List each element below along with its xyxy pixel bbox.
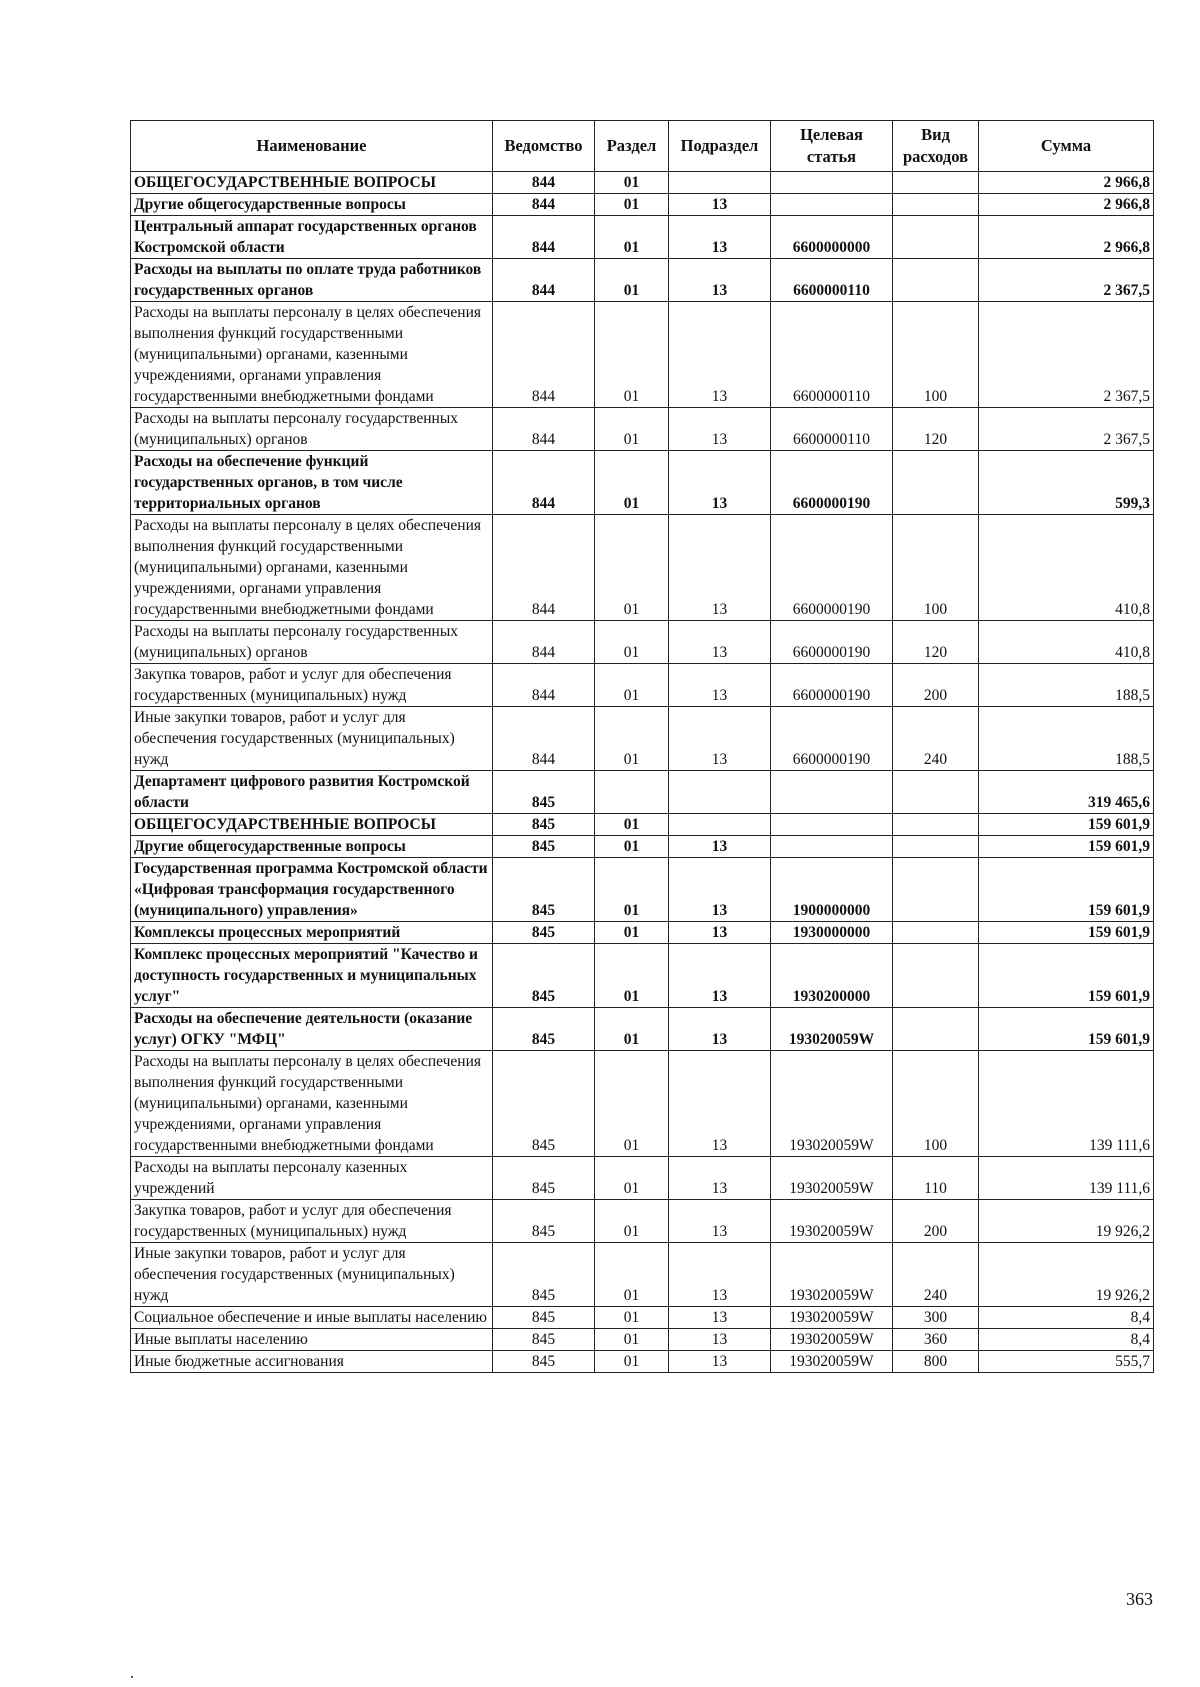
cell-target-article: 6600000190 bbox=[771, 707, 893, 771]
table-row bbox=[131, 922, 1154, 944]
cell-target-article: 193020059W bbox=[771, 1329, 893, 1351]
cell-amount: 555,7 bbox=[979, 1351, 1154, 1373]
table-row bbox=[131, 194, 1154, 216]
cell-target-article: 193020059W bbox=[771, 1200, 893, 1243]
cell-target-article: 1930200000 bbox=[771, 944, 893, 1008]
cell-department: 844 bbox=[493, 707, 595, 771]
scan-speck bbox=[131, 1676, 133, 1678]
header-name: Наименование bbox=[131, 121, 493, 172]
cell-subsection: 13 bbox=[669, 836, 771, 858]
cell-name: Расходы на выплаты персоналу в целях обеспечения выполнения функций государственными (муниципальными) органами, казенными учреждениями, органами управления государственными внебюджетными фондами bbox=[131, 515, 493, 621]
cell-target-article bbox=[771, 771, 893, 814]
cell-subsection: 13 bbox=[669, 1243, 771, 1307]
cell-department: 845 bbox=[493, 771, 595, 814]
cell-name: ОБЩЕГОСУДАРСТВЕННЫЕ ВОПРОСЫ bbox=[131, 172, 493, 194]
cell-target-article: 6600000190 bbox=[771, 515, 893, 621]
cell-subsection: 13 bbox=[669, 194, 771, 216]
cell-name: ОБЩЕГОСУДАРСТВЕННЫЕ ВОПРОСЫ bbox=[131, 814, 493, 836]
cell-expense-type: 120 bbox=[893, 621, 979, 664]
table-row bbox=[131, 1307, 1154, 1329]
cell-expense-type: 300 bbox=[893, 1307, 979, 1329]
cell-subsection: 13 bbox=[669, 858, 771, 922]
table-row bbox=[131, 259, 1154, 302]
cell-department: 845 bbox=[493, 1157, 595, 1200]
cell-amount: 2 367,5 bbox=[979, 302, 1154, 408]
cell-expense-type: 100 bbox=[893, 515, 979, 621]
cell-subsection: 13 bbox=[669, 302, 771, 408]
cell-target-article: 6600000190 bbox=[771, 451, 893, 515]
table-row bbox=[131, 1351, 1154, 1373]
cell-target-article: 193020059W bbox=[771, 1157, 893, 1200]
cell-subsection bbox=[669, 172, 771, 194]
cell-amount: 139 111,6 bbox=[979, 1051, 1154, 1157]
cell-department: 844 bbox=[493, 664, 595, 707]
cell-amount: 159 601,9 bbox=[979, 814, 1154, 836]
budget-table bbox=[130, 120, 1154, 1373]
cell-amount: 8,4 bbox=[979, 1329, 1154, 1351]
cell-subsection: 13 bbox=[669, 515, 771, 621]
cell-name: Расходы на обеспечение функций государственных органов, в том числе территориальных органов bbox=[131, 451, 493, 515]
header-section: Раздел bbox=[595, 121, 669, 172]
cell-name: Расходы на выплаты персоналу государственных (муниципальных) органов bbox=[131, 621, 493, 664]
cell-subsection: 13 bbox=[669, 1307, 771, 1329]
cell-subsection bbox=[669, 771, 771, 814]
cell-subsection: 13 bbox=[669, 922, 771, 944]
cell-department: 844 bbox=[493, 451, 595, 515]
cell-section: 01 bbox=[595, 922, 669, 944]
cell-target-article bbox=[771, 172, 893, 194]
table-row bbox=[131, 621, 1154, 664]
table-row bbox=[131, 1200, 1154, 1243]
cell-section: 01 bbox=[595, 814, 669, 836]
cell-amount: 2 966,8 bbox=[979, 194, 1154, 216]
cell-subsection: 13 bbox=[669, 1200, 771, 1243]
cell-department: 844 bbox=[493, 302, 595, 408]
cell-department: 845 bbox=[493, 922, 595, 944]
cell-target-article bbox=[771, 194, 893, 216]
cell-target-article: 193020059W bbox=[771, 1351, 893, 1373]
cell-amount: 319 465,6 bbox=[979, 771, 1154, 814]
cell-section: 01 bbox=[595, 1051, 669, 1157]
cell-expense-type bbox=[893, 172, 979, 194]
table-row bbox=[131, 944, 1154, 1008]
cell-expense-type bbox=[893, 922, 979, 944]
cell-amount: 2 367,5 bbox=[979, 259, 1154, 302]
cell-section: 01 bbox=[595, 1351, 669, 1373]
cell-section: 01 bbox=[595, 194, 669, 216]
cell-department: 844 bbox=[493, 621, 595, 664]
cell-expense-type bbox=[893, 858, 979, 922]
cell-expense-type: 110 bbox=[893, 1157, 979, 1200]
cell-subsection bbox=[669, 814, 771, 836]
cell-amount: 139 111,6 bbox=[979, 1157, 1154, 1200]
table-row bbox=[131, 1329, 1154, 1351]
cell-section: 01 bbox=[595, 1200, 669, 1243]
table-row bbox=[131, 408, 1154, 451]
cell-name: Закупка товаров, работ и услуг для обеспечения государственных (муниципальных) нужд bbox=[131, 664, 493, 707]
cell-section: 01 bbox=[595, 944, 669, 1008]
table-row bbox=[131, 172, 1154, 194]
cell-subsection: 13 bbox=[669, 664, 771, 707]
cell-name: Расходы на выплаты персоналу в целях обеспечения выполнения функций государственными (муниципальными) органами, казенными учреждениями, органами управления государственными внебюджетными фондами bbox=[131, 1051, 493, 1157]
page-number: 363 bbox=[1126, 1589, 1153, 1609]
cell-amount: 8,4 bbox=[979, 1307, 1154, 1329]
cell-amount: 2 966,8 bbox=[979, 216, 1154, 259]
table-row bbox=[131, 707, 1154, 771]
cell-expense-type: 120 bbox=[893, 408, 979, 451]
cell-name: Расходы на обеспечение деятельности (оказание услуг) ОГКУ "МФЦ" bbox=[131, 1008, 493, 1051]
cell-name: Иные закупки товаров, работ и услуг для обеспечения государственных (муниципальных) нужд bbox=[131, 707, 493, 771]
cell-expense-type bbox=[893, 814, 979, 836]
cell-expense-type: 200 bbox=[893, 1200, 979, 1243]
cell-name: Другие общегосударственные вопросы bbox=[131, 836, 493, 858]
cell-target-article: 6600000110 bbox=[771, 408, 893, 451]
cell-amount: 19 926,2 bbox=[979, 1200, 1154, 1243]
cell-amount: 159 601,9 bbox=[979, 1008, 1154, 1051]
cell-name: Комплексы процессных мероприятий bbox=[131, 922, 493, 944]
table-row bbox=[131, 1243, 1154, 1307]
cell-section: 01 bbox=[595, 1008, 669, 1051]
cell-name: Комплекс процессных мероприятий "Качество и доступность государственных и муниципальных услуг" bbox=[131, 944, 493, 1008]
cell-expense-type bbox=[893, 944, 979, 1008]
cell-department: 845 bbox=[493, 1200, 595, 1243]
cell-name: Иные выплаты населению bbox=[131, 1329, 493, 1351]
cell-target-article: 6600000110 bbox=[771, 302, 893, 408]
table-row bbox=[131, 515, 1154, 621]
cell-department: 845 bbox=[493, 1051, 595, 1157]
cell-name: Расходы на выплаты персоналу государственных (муниципальных) органов bbox=[131, 408, 493, 451]
cell-section: 01 bbox=[595, 1243, 669, 1307]
table-row bbox=[131, 1051, 1154, 1157]
cell-amount: 2 367,5 bbox=[979, 408, 1154, 451]
cell-amount: 2 966,8 bbox=[979, 172, 1154, 194]
cell-expense-type bbox=[893, 259, 979, 302]
cell-subsection: 13 bbox=[669, 944, 771, 1008]
cell-target-article: 193020059W bbox=[771, 1243, 893, 1307]
cell-department: 845 bbox=[493, 1008, 595, 1051]
cell-target-article: 6600000190 bbox=[771, 664, 893, 707]
cell-section: 01 bbox=[595, 858, 669, 922]
cell-target-article: 1930000000 bbox=[771, 922, 893, 944]
cell-subsection: 13 bbox=[669, 1351, 771, 1373]
cell-amount: 159 601,9 bbox=[979, 922, 1154, 944]
cell-department: 844 bbox=[493, 515, 595, 621]
cell-department: 844 bbox=[493, 216, 595, 259]
cell-amount: 159 601,9 bbox=[979, 858, 1154, 922]
cell-name: Расходы на выплаты по оплате труда работников государственных органов bbox=[131, 259, 493, 302]
cell-target-article: 193020059W bbox=[771, 1051, 893, 1157]
cell-name: Государственная программа Костромской области «Цифровая трансформация государственного (муниципального) управления» bbox=[131, 858, 493, 922]
cell-section: 01 bbox=[595, 259, 669, 302]
cell-target-article: 6600000190 bbox=[771, 621, 893, 664]
cell-expense-type bbox=[893, 836, 979, 858]
cell-department: 844 bbox=[493, 194, 595, 216]
table-row bbox=[131, 858, 1154, 922]
cell-section: 01 bbox=[595, 172, 669, 194]
table-row bbox=[131, 451, 1154, 515]
cell-name: Расходы на выплаты персоналу казенных учреждений bbox=[131, 1157, 493, 1200]
cell-target-article: 6600000000 bbox=[771, 216, 893, 259]
cell-section: 01 bbox=[595, 216, 669, 259]
table-header-row bbox=[131, 121, 1154, 172]
cell-expense-type bbox=[893, 194, 979, 216]
cell-section: 01 bbox=[595, 836, 669, 858]
table-row bbox=[131, 1157, 1154, 1200]
cell-section: 01 bbox=[595, 1329, 669, 1351]
table-row bbox=[131, 302, 1154, 408]
cell-department: 845 bbox=[493, 1243, 595, 1307]
cell-department: 845 bbox=[493, 836, 595, 858]
cell-name: Департамент цифрового развития Костромской области bbox=[131, 771, 493, 814]
cell-expense-type: 360 bbox=[893, 1329, 979, 1351]
cell-section: 01 bbox=[595, 1307, 669, 1329]
cell-expense-type bbox=[893, 1008, 979, 1051]
cell-department: 844 bbox=[493, 259, 595, 302]
cell-subsection: 13 bbox=[669, 1051, 771, 1157]
cell-amount: 188,5 bbox=[979, 707, 1154, 771]
cell-section bbox=[595, 771, 669, 814]
cell-name: Центральный аппарат государственных органов Костромской области bbox=[131, 216, 493, 259]
table-row bbox=[131, 664, 1154, 707]
table-row bbox=[131, 216, 1154, 259]
table-body bbox=[131, 172, 1154, 1373]
table-row bbox=[131, 1008, 1154, 1051]
table-row bbox=[131, 814, 1154, 836]
cell-target-article bbox=[771, 814, 893, 836]
header-expense-type: Вид расходов bbox=[893, 121, 979, 172]
cell-expense-type: 800 bbox=[893, 1351, 979, 1373]
cell-target-article: 193020059W bbox=[771, 1307, 893, 1329]
cell-subsection: 13 bbox=[669, 707, 771, 771]
cell-amount: 410,8 bbox=[979, 621, 1154, 664]
cell-expense-type bbox=[893, 771, 979, 814]
cell-target-article bbox=[771, 836, 893, 858]
cell-subsection: 13 bbox=[669, 408, 771, 451]
cell-subsection: 13 bbox=[669, 1329, 771, 1351]
cell-expense-type: 100 bbox=[893, 1051, 979, 1157]
cell-amount: 599,3 bbox=[979, 451, 1154, 515]
table-row bbox=[131, 771, 1154, 814]
cell-amount: 159 601,9 bbox=[979, 944, 1154, 1008]
header-target-article: Целевая статья bbox=[771, 121, 893, 172]
cell-subsection: 13 bbox=[669, 216, 771, 259]
cell-section: 01 bbox=[595, 515, 669, 621]
cell-section: 01 bbox=[595, 408, 669, 451]
cell-section: 01 bbox=[595, 1157, 669, 1200]
cell-amount: 159 601,9 bbox=[979, 836, 1154, 858]
cell-department: 845 bbox=[493, 944, 595, 1008]
cell-name: Социальное обеспечение и иные выплаты населению bbox=[131, 1307, 493, 1329]
cell-section: 01 bbox=[595, 707, 669, 771]
cell-expense-type: 100 bbox=[893, 302, 979, 408]
cell-name: Иные бюджетные ассигнования bbox=[131, 1351, 493, 1373]
header-amount: Сумма bbox=[979, 121, 1154, 172]
cell-amount: 19 926,2 bbox=[979, 1243, 1154, 1307]
cell-expense-type: 240 bbox=[893, 1243, 979, 1307]
cell-amount: 410,8 bbox=[979, 515, 1154, 621]
cell-name: Другие общегосударственные вопросы bbox=[131, 194, 493, 216]
cell-department: 845 bbox=[493, 1351, 595, 1373]
cell-expense-type: 240 bbox=[893, 707, 979, 771]
cell-section: 01 bbox=[595, 302, 669, 408]
cell-target-article: 6600000110 bbox=[771, 259, 893, 302]
cell-section: 01 bbox=[595, 621, 669, 664]
cell-subsection: 13 bbox=[669, 259, 771, 302]
cell-subsection: 13 bbox=[669, 621, 771, 664]
cell-section: 01 bbox=[595, 451, 669, 515]
cell-department: 845 bbox=[493, 1307, 595, 1329]
cell-subsection: 13 bbox=[669, 1157, 771, 1200]
cell-amount: 188,5 bbox=[979, 664, 1154, 707]
cell-department: 845 bbox=[493, 858, 595, 922]
cell-department: 844 bbox=[493, 172, 595, 194]
cell-subsection: 13 bbox=[669, 1008, 771, 1051]
cell-section: 01 bbox=[595, 664, 669, 707]
table-row bbox=[131, 836, 1154, 858]
header-department: Ведомство bbox=[493, 121, 595, 172]
cell-subsection: 13 bbox=[669, 451, 771, 515]
cell-expense-type bbox=[893, 216, 979, 259]
cell-department: 845 bbox=[493, 1329, 595, 1351]
cell-name: Расходы на выплаты персоналу в целях обеспечения выполнения функций государственными (муниципальными) органами, казенными учреждениями, органами управления государственными внебюджетными фондами bbox=[131, 302, 493, 408]
cell-department: 845 bbox=[493, 814, 595, 836]
cell-expense-type: 200 bbox=[893, 664, 979, 707]
header-subsection: Подраздел bbox=[669, 121, 771, 172]
cell-target-article: 1900000000 bbox=[771, 858, 893, 922]
cell-target-article: 193020059W bbox=[771, 1008, 893, 1051]
cell-expense-type bbox=[893, 451, 979, 515]
cell-name: Иные закупки товаров, работ и услуг для обеспечения государственных (муниципальных) нужд bbox=[131, 1243, 493, 1307]
cell-department: 844 bbox=[493, 408, 595, 451]
cell-name: Закупка товаров, работ и услуг для обеспечения государственных (муниципальных) нужд bbox=[131, 1200, 493, 1243]
